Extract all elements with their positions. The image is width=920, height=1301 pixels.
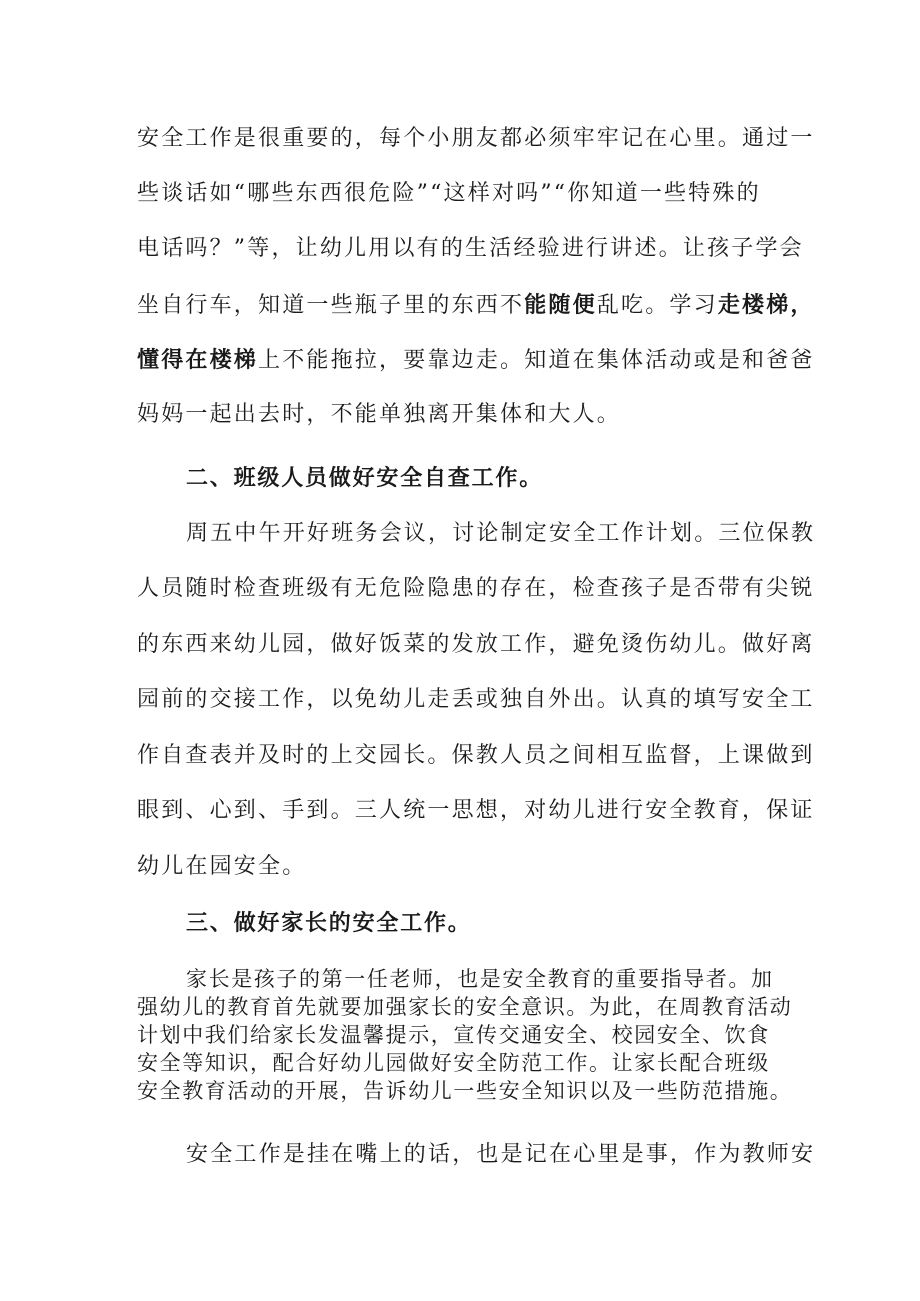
paragraph-3-line-2: 强幼儿的教育首先就要加强家长的安全意识。为此，在周教育活动 (137, 995, 793, 1019)
paragraph-3-line-5: 安全教育活动的开展，告诉幼儿一些安全知识以及一些防范措施。 (137, 1079, 793, 1103)
paragraph-1-line-2: 些谈话如“哪些东西很危险”“这样对吗”“你知道一些特殊的 (137, 181, 761, 206)
section-heading-2: 二、班级人员做好安全自查工作。 (186, 465, 544, 491)
paragraph-3-line-3: 计划中我们给家长发温馨提示，宣传交通安全、校园安全、饮食 (137, 1023, 770, 1047)
section-heading-3: 三、做好家长的安全工作。 (186, 910, 472, 936)
paragraph-1-line-6: 妈妈一起出去时，不能单独离开集体和大人。 (137, 402, 622, 427)
paragraph-2-line-1: 周五中午开好班务会议，讨论制定安全工作计划。三位保教 (186, 521, 816, 546)
paragraph-2-line-3: 的东西来幼儿园，做好饭菜的发放工作，避免烫伤幼儿。做好离 (137, 632, 815, 657)
text-run: 乱吃。学习 (596, 293, 718, 318)
text-run: 坐自行车，知道一些瓶子里的东西不 (137, 293, 525, 318)
paragraph-2-line-2: 人员随时检查班级有无危险隐患的存在，检查孩子是否带有尖锐 (137, 576, 815, 601)
paragraph-1-line-5 (137, 345, 815, 376)
paragraph-1-line-1: 安全工作是很重要的，每个小朋友都必须牢牢记在心里。通过一 (137, 126, 815, 151)
paragraph-1-line-4 (137, 290, 815, 321)
bold-text-run: 懂得在楼梯 (137, 347, 259, 373)
text-run: 上不能拖拉，要靠边走。知道在集体活动或是和爸爸 (258, 348, 815, 373)
paragraph-3-line-1: 家长是孩子的第一任老师，也是安全教育的重要指导者。加 (186, 967, 774, 991)
paragraph-2-line-4: 园前的交接工作，以免幼儿走丢或独自外出。认真的填写安全工 (137, 687, 815, 712)
paragraph-4-line-1: 安全工作是挂在嘴上的话，也是记在心里是事，作为教师安 (186, 1142, 816, 1167)
paragraph-2-line-7: 幼儿在园安全。 (137, 854, 307, 879)
paragraph-2-line-5: 作自查表并及时的上交园长。保教人员之间相互监督，上课做到 (137, 743, 815, 768)
bold-text-run: 走楼梯， (717, 292, 815, 318)
paragraph-3-line-4: 安全等知识，配合好幼儿园做好安全防范工作。让家长配合班级 (137, 1051, 770, 1075)
paragraph-2-line-6: 眼到、心到、手到。三人统一思想，对幼儿进行安全教育，保证 (137, 798, 815, 823)
bold-text-run: 能随便 (524, 292, 597, 318)
paragraph-1-line-3: 电话吗？”等，让幼儿用以有的生活经验进行讲述。让孩子学会 (137, 236, 804, 261)
